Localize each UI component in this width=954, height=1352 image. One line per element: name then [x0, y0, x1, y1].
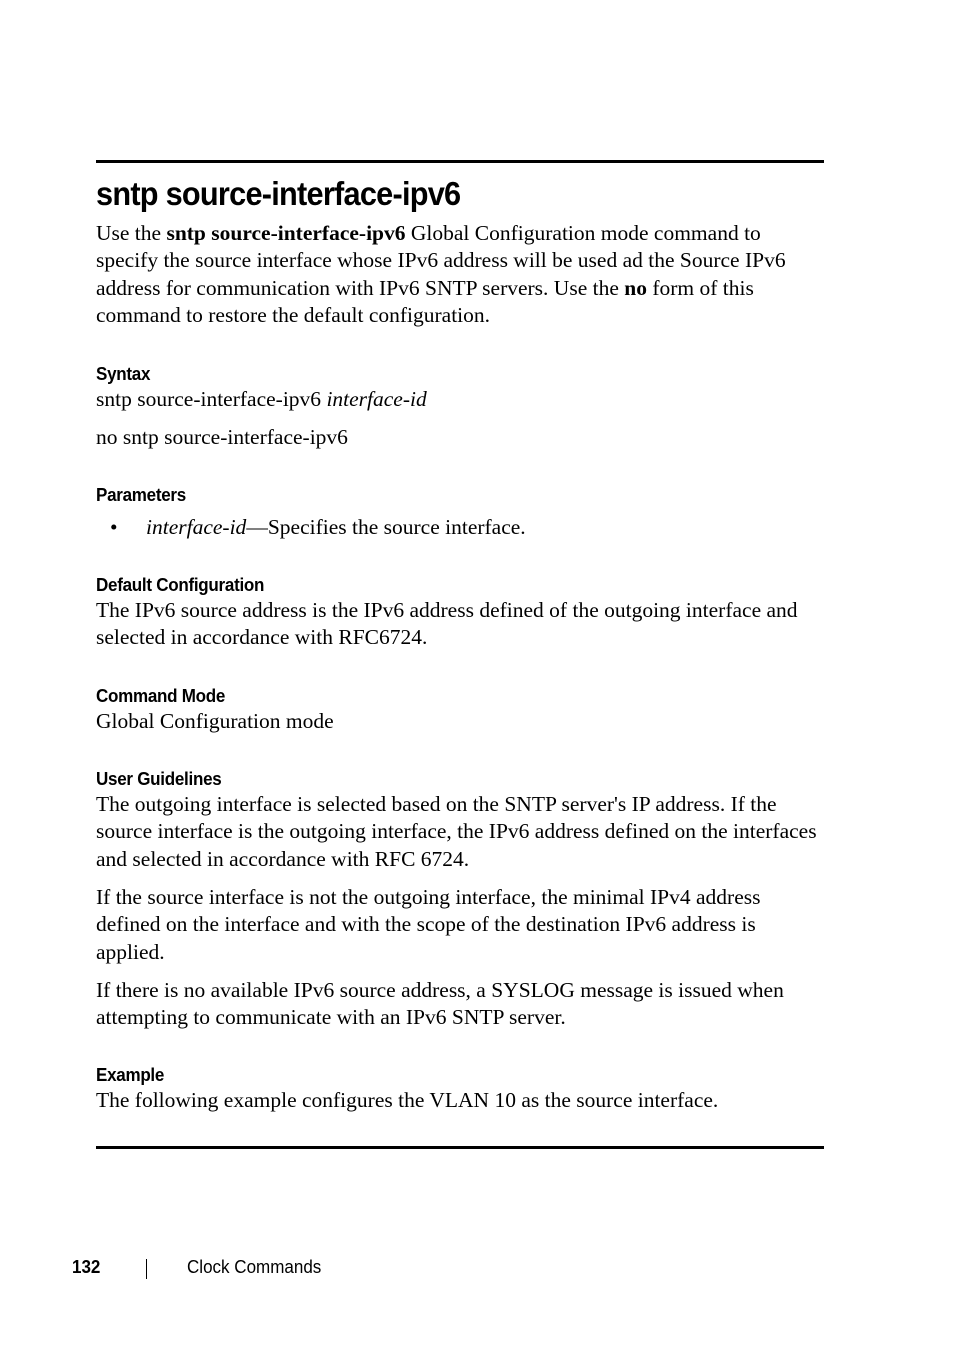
intro-no-keyword: no	[624, 275, 647, 300]
chapter-title: Clock Commands	[187, 1256, 322, 1277]
command-mode-section	[96, 684, 824, 735]
page-footer	[0, 1256, 954, 1282]
syntax-line-2: no sntp source-interface-ipv6	[96, 425, 348, 450]
parameter-term: interface-id	[146, 515, 247, 540]
example-heading: Example	[96, 1064, 165, 1086]
user-guidelines-paragraph: If there is no available IPv6 source address, a SYSLOG message is issued when attempting to communicate with an IPv6 SNTP server.	[96, 977, 784, 1030]
bullet-dot: •	[110, 515, 118, 540]
intro-text-2: Global Configuration mode command to specify the source interface whose IPv6 address will be used ad the Source IPv6 address for communication with IPv6 SNTP servers. Use the	[96, 221, 786, 300]
default-config-text: The IPv6 source address is the IPv6 address defined of the outgoing interface and selected in accordance with RFC6724.	[96, 598, 798, 650]
parameter-text	[146, 514, 526, 541]
bottom-rule	[96, 1146, 824, 1149]
top-rule	[96, 160, 824, 163]
footer-separator	[146, 1259, 147, 1279]
command-mode-text: Global Configuration mode	[96, 708, 334, 733]
page-content	[96, 172, 824, 1115]
intro-text-1: Use the	[96, 221, 167, 245]
syntax-line-1	[96, 386, 824, 413]
intro-paragraph	[96, 220, 824, 329]
command-mode-heading: Command Mode	[96, 684, 226, 706]
user-guidelines-paragraph: If the source interface is not the outgoing interface, the minimal IPv4 address defined on the interface and with the scope of the destination IPv6 address is applied.	[96, 884, 761, 964]
intro-command: sntp source-interface-ipv6	[166, 221, 406, 245]
example-section	[96, 1063, 824, 1114]
parameters-section	[96, 483, 824, 541]
syntax-command: sntp source-interface-ipv6	[96, 387, 322, 412]
parameter-desc: —Specifies the source interface.	[246, 515, 526, 540]
user-guidelines-heading: User Guidelines	[96, 768, 222, 790]
syntax-param: interface-id	[326, 387, 427, 412]
syntax-heading: Syntax	[96, 363, 151, 385]
user-guidelines-paragraph: The outgoing interface is selected based on the SNTP server's IP address. If the source interface is the outgoing interface, the IPv6 address defined on the interfaces and selected in accordance with RFC 6724.	[96, 792, 817, 871]
page-title: sntp source-interface-ipv6	[96, 175, 461, 212]
example-text: The following example configures the VLAN 10 as the source interface.	[96, 1088, 719, 1113]
default-config-section	[96, 573, 824, 652]
syntax-section	[96, 362, 824, 451]
parameter-item	[96, 514, 824, 541]
parameters-heading: Parameters	[96, 484, 186, 506]
intro-text-3: form of this command to restore the default configuration.	[96, 275, 754, 327]
user-guidelines-section	[96, 767, 824, 1031]
page-number: 132	[72, 1256, 101, 1277]
default-config-heading: Default Configuration	[96, 574, 265, 596]
